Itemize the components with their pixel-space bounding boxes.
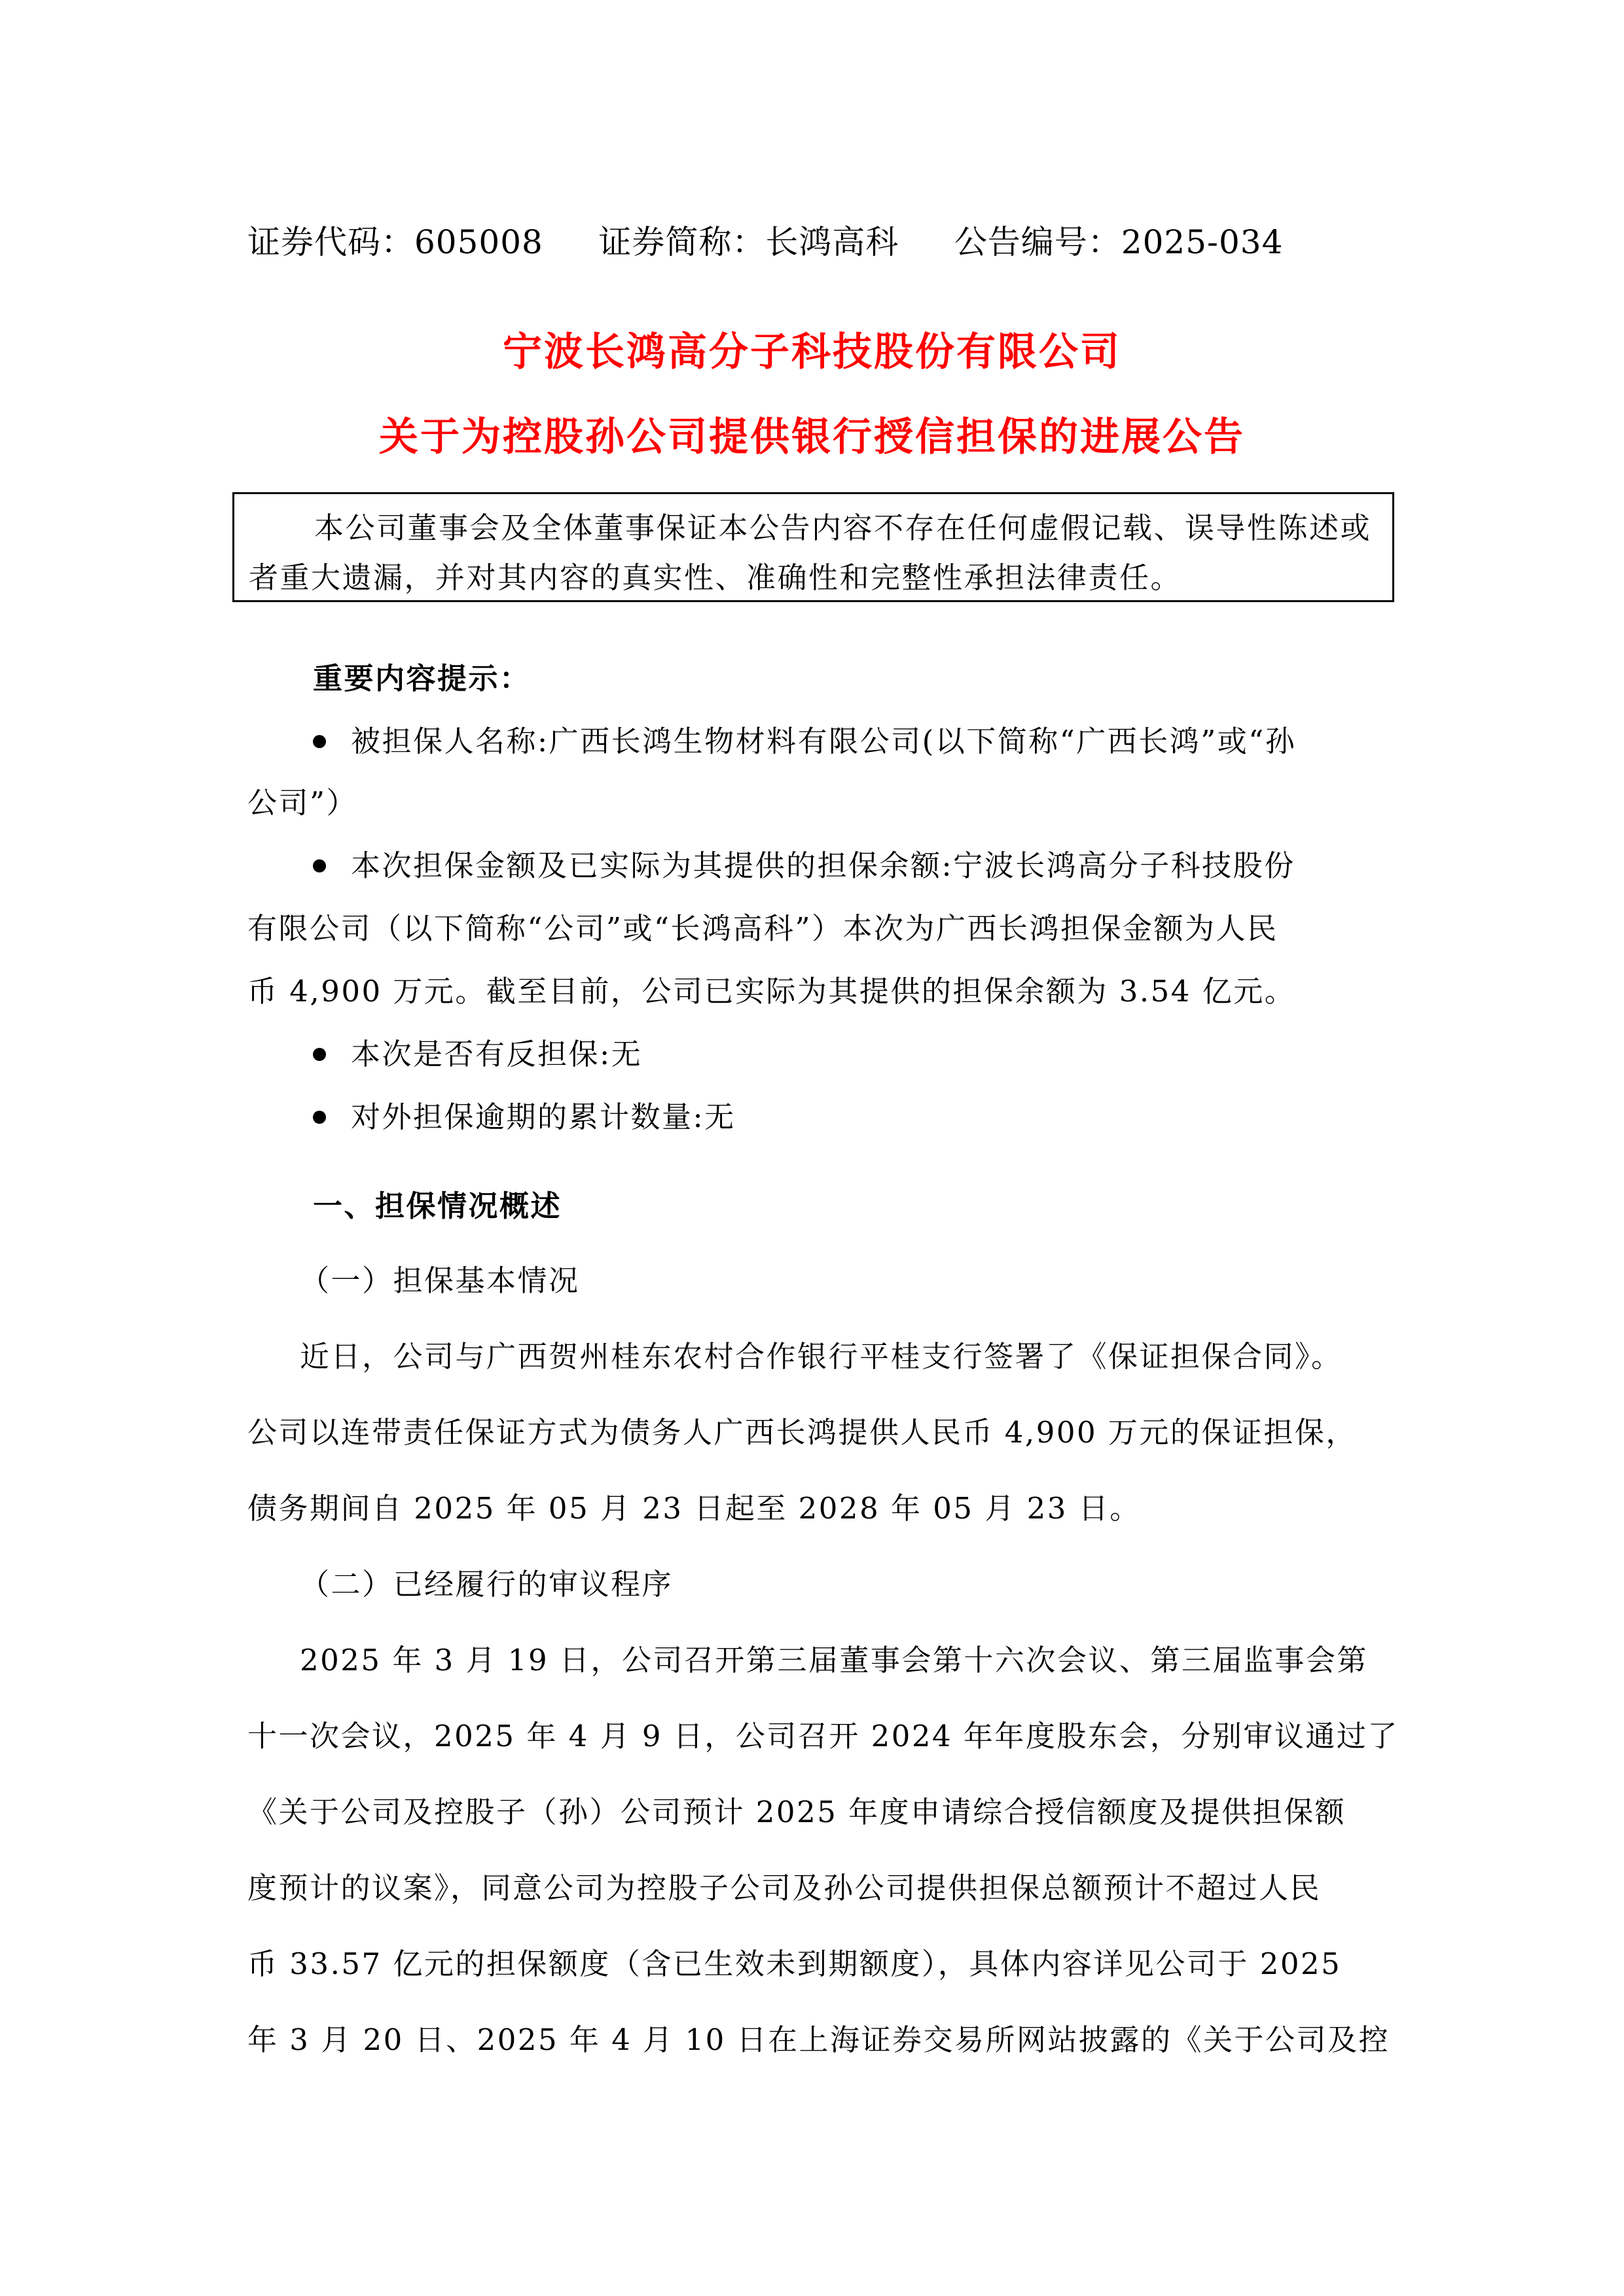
section-heading: 一、担保情况概述 xyxy=(313,1189,562,1223)
paragraph-line: 度预计的议案》，同意公司为控股子公司及孙公司提供担保总额预计不超过人民 xyxy=(247,1871,1322,1905)
paragraph-line: 年 3 月 20 日、2025 年 4 月 10 日在上海证券交易所网站披露的《关于公司及控 xyxy=(247,2022,1390,2057)
statement-box xyxy=(232,492,1394,602)
bullet-icon xyxy=(313,1048,326,1061)
paragraph-line: 近日，公司与广西贺州桂东农村合作银行平桂支行签署了《保证担保合同》。 xyxy=(300,1339,1343,1374)
paragraph-line: 2025 年 3 月 19 日，公司召开第三届董事会第十六次会议、第三届监事会第 xyxy=(300,1643,1368,1677)
bullet-icon xyxy=(313,1111,326,1124)
bullet-item-overdue: 对外担保逾期的累计数量:无 xyxy=(313,1093,736,1136)
announcement-header xyxy=(247,216,1426,263)
security-code: 证券代码：605008 xyxy=(247,223,543,261)
highlights-heading: 重要内容提示： xyxy=(313,661,531,696)
company-title: 宁波长鸿高分子科技股份有限公司 xyxy=(503,329,1121,375)
bullet-icon xyxy=(313,735,326,748)
bullet-item-counter-guarantee: 本次是否有反担保:无 xyxy=(313,1030,642,1073)
subsection-heading: （一）担保基本情况 xyxy=(300,1263,580,1298)
paragraph-line: 十一次会议，2025 年 4 月 9 日，公司召开 2024 年年度股东会，分别审议通过了 xyxy=(247,1719,1399,1753)
bullet-item-guarantee-amount-cont: 币 4,900 万元。截至目前，公司已实际为其提供的担保余额为 3.54 亿元。 xyxy=(247,974,1296,1009)
security-name: 证券简称：长鸿高科 xyxy=(598,223,899,261)
announcement-title: 关于为控股孙公司提供银行授信担保的进展公告 xyxy=(379,414,1245,460)
bullet-item-guarantee-amount: 本次担保金额及已实际为其提供的担保余额:宁波长鸿高分子科技股份 xyxy=(313,842,1295,884)
bullet-item-guarantee-amount-cont: 有限公司（以下简称“公司”或“长鸿高科”）本次为广西长鸿担保金额为人民 xyxy=(247,911,1278,946)
paragraph-line: 币 33.57 亿元的担保额度（含已生效未到期额度），具体内容详见公司于 2025 xyxy=(247,1946,1342,1981)
paragraph-line: 《关于公司及控股子（孙）公司预计 2025 年度申请综合授信额度及提供担保额 xyxy=(247,1795,1346,1829)
paragraph-line: 公司以连带责任保证方式为债务人广西长鸿提供人民币 4,900 万元的保证担保， xyxy=(247,1415,1357,1450)
bullet-item-guaranteed-party-cont: 公司”） xyxy=(247,785,358,820)
subsection-heading: （二）已经履行的审议程序 xyxy=(300,1567,674,1602)
paragraph-line: 债务期间自 2025 年 05 月 23 日起至 2028 年 05 月 23 日。 xyxy=(247,1491,1141,1526)
notice-number: 公告编号：2025-034 xyxy=(954,223,1284,261)
bullet-icon xyxy=(313,859,326,872)
bullet-item-guaranteed-party: 被担保人名称:广西长鸿生物材料有限公司(以下简称“广西长鸿”或“孙 xyxy=(313,717,1296,760)
statement-text: 本公司董事会及全体董事保证本公告内容不存在任何虚假记载、误导性陈述或者重大遗漏，并对其内容的真实性、准确性和完整性承担法律责任。 xyxy=(249,511,1372,595)
